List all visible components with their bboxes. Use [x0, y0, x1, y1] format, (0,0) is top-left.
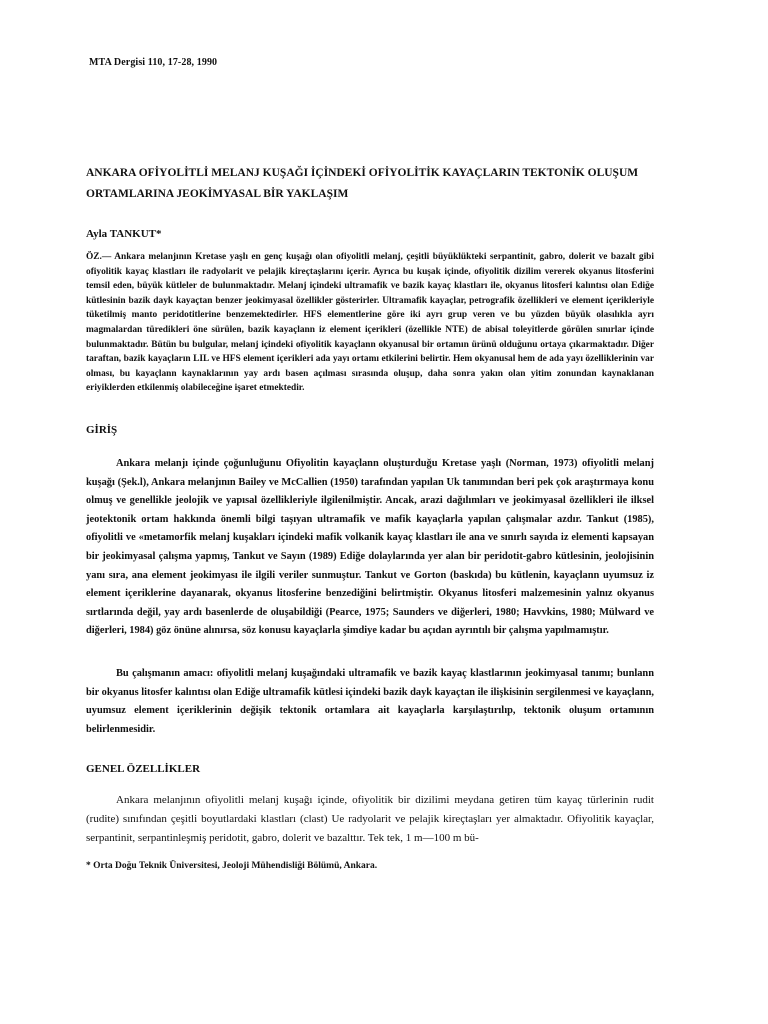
affiliation-footnote: * Orta Doğu Teknik Üniversitesi, Jeoloji Mühendisliği Bölümü, Ankara. — [86, 861, 378, 871]
journal-citation: MTA Dergisi 110, 17-28, 1990 — [89, 57, 218, 68]
body-paragraph: Ankara melanjı içinde çoğunluğunu Ofiyolitin kayaçlann oluşturduğu Kretase yaşlı (Norman, 1973) ofiyolitli melanj kuşağı (Şek.l), Ankara melanjının Bailey ve McCallien (1950) tarafından yapılan Uk tanımından beri pek çok araştırmaya konu olmuş ve genellikle jeolojik ve yapısal özellikleriyle ilgilenilmiştir. Ancak, arazi dağılımları ve jeokimyasal özellikleri ile ilksel jeotektonik ortam hakkında önemli bilgi taşıyan ultramafik ve mafik kayaçlarla yapılan çalışmalar azdır. Tankut (1985), ofiyolitli ve «metamorfik melanj kuşakları içindeki mafik volkanik kayaç klastları ile ana ve sınırlı sayıda iz elementi kapsayan bir jeokimyasal çalışma yapmış, Tankut ve Sayın (1989) Ediğe dolaylarında yer alan bir peridotit-gabro kütlesinin, jeolojisinin yanı sıra, ana element jeokimyası ile ilgili veriler sunmuştur. Tankut ve Gorton (baskıda) bu kütlenin, kayaçlann uyumsuz iz element içeriklerine dayanarak, okyanus litosferine benzediğini belirtmiştir. Okyanus litosferi malzemesinin yalnız okyanus sırtlarında değil, yay ardı basenlerde de oluşabildiği (Pearce, 1975; Saunders ve diğerleri, 1980; Havvkins, 1980; Mülward ve diğerleri, 1984) göz önüne alınırsa, söz konusu kayaçlarla şimdiye kadar bu açıdan ayrıntılı bir çalışma yapılmamıştır. — [86, 458, 654, 637]
abstract-paragraph: ÖZ.— Ankara melanjının Kretase yaşlı en genç kuşağı olan ofiyolitli melanj, çeşitli büyüklükteki serpantinit, gabro, dolerit ve bazalt gibi ofiyolitik kayaç klastları ile radyolarit ve pelajik kireçtaşlarını içerir. Ayrıca bu kuşak içinde, ofiyolitik dizilim vererek okyanus litosferini temsil eden, büyük kütleler de bulunmaktadır. Melanj içindeki ultramafik ve bazik kayaç klastları ile, okyanus litosferi kalıntısı olan Ediğe kütlesinin bazik dayk kayaçtan benzer jeokimyasal özellikler gösterirler. Ultramafik kayaçlar, petrografik özellikleri ve element içerikleriyle tüketilmiş manto peridotitlerine benzemektedirler. HFS elementlerine göre iki ayrı grup veren ve bu yüzden büyük olasılıkla ayrı magmalardan türedikleri öne sürülen, bazik kayaçlann iz element içerikleri (özellikle NTE) de abisal toleyitlerde görülen sınırlar içinde bulunmaktadır. Bütün bu bulgular, melanj içindeki ofiyolitik kayaçlann okyanusal bir ortamın ürünü olduğunu ortaya çıkarmaktadır. Diğer taraftan, bazik kayaçların LIL ve HFS element içerikleri ada yayı ortamı etkilerini belirtir. Hem okyanusal hem de ada yayı özelliklerinin var olması, bu kayaçlann kaynaklarının yay ardı basen açılması sırasında oluşup, daha sonra yakın olan yitim zonundan kaynaklanan eriyiklerden etkilenmiş olabileceğine işaret etmektedir. — [86, 252, 654, 394]
author-name: Ayla TANKUT* — [86, 228, 162, 240]
body-paragraph: Ankara melanjının ofiyolitli melanj kuşağı içinde, ofiyolitik bir dizilimi meydana getiren tüm kayaç türlerinin rudit (rudite) sınıfından çeşitli boyutlardaki klastları (clast) Ue radyolarit ve pelajik kireçtaşları yer almaktadır. Ofiyolitik kayaçlar, serpantinit, serpantinleşmiş peridotit, gabro, dolerit ve bazalttır. Tek tek, 1 m—100 m bü- — [86, 794, 654, 844]
section-heading-intro: GİRİŞ — [86, 424, 118, 436]
body-paragraph: Bu çalışmanın amacı: ofiyolitli melanj kuşağındaki ultramafik ve bazik kayaç klastlarının jeokimyasal tanımı; bunlann bir okyanus litosfer kalıntısı olan Ediğe ultramafik kütlesi içindeki bazik dayk kayaçtan ile ilişkisinin sergilenmesi ve kayaçlann, uyumsuz element içeriklerinin değişik tektonik ortamlara ait kayaçlarla karşılaştırılıp, tektonik oluşum ortamının belirlenmesidir. — [86, 668, 655, 735]
article-title: ANKARA OFİYOLİTLİ MELANJ KUŞAĞI İÇİNDEKİ OFİYOLİTİK KAYAÇLARIN TEKTONİK OLUŞUM ORTAMLARINA JEOKİMYASAL BİR YAKLAŞIM — [86, 167, 639, 200]
section-heading-general: GENEL ÖZELLİKLER — [86, 763, 201, 775]
